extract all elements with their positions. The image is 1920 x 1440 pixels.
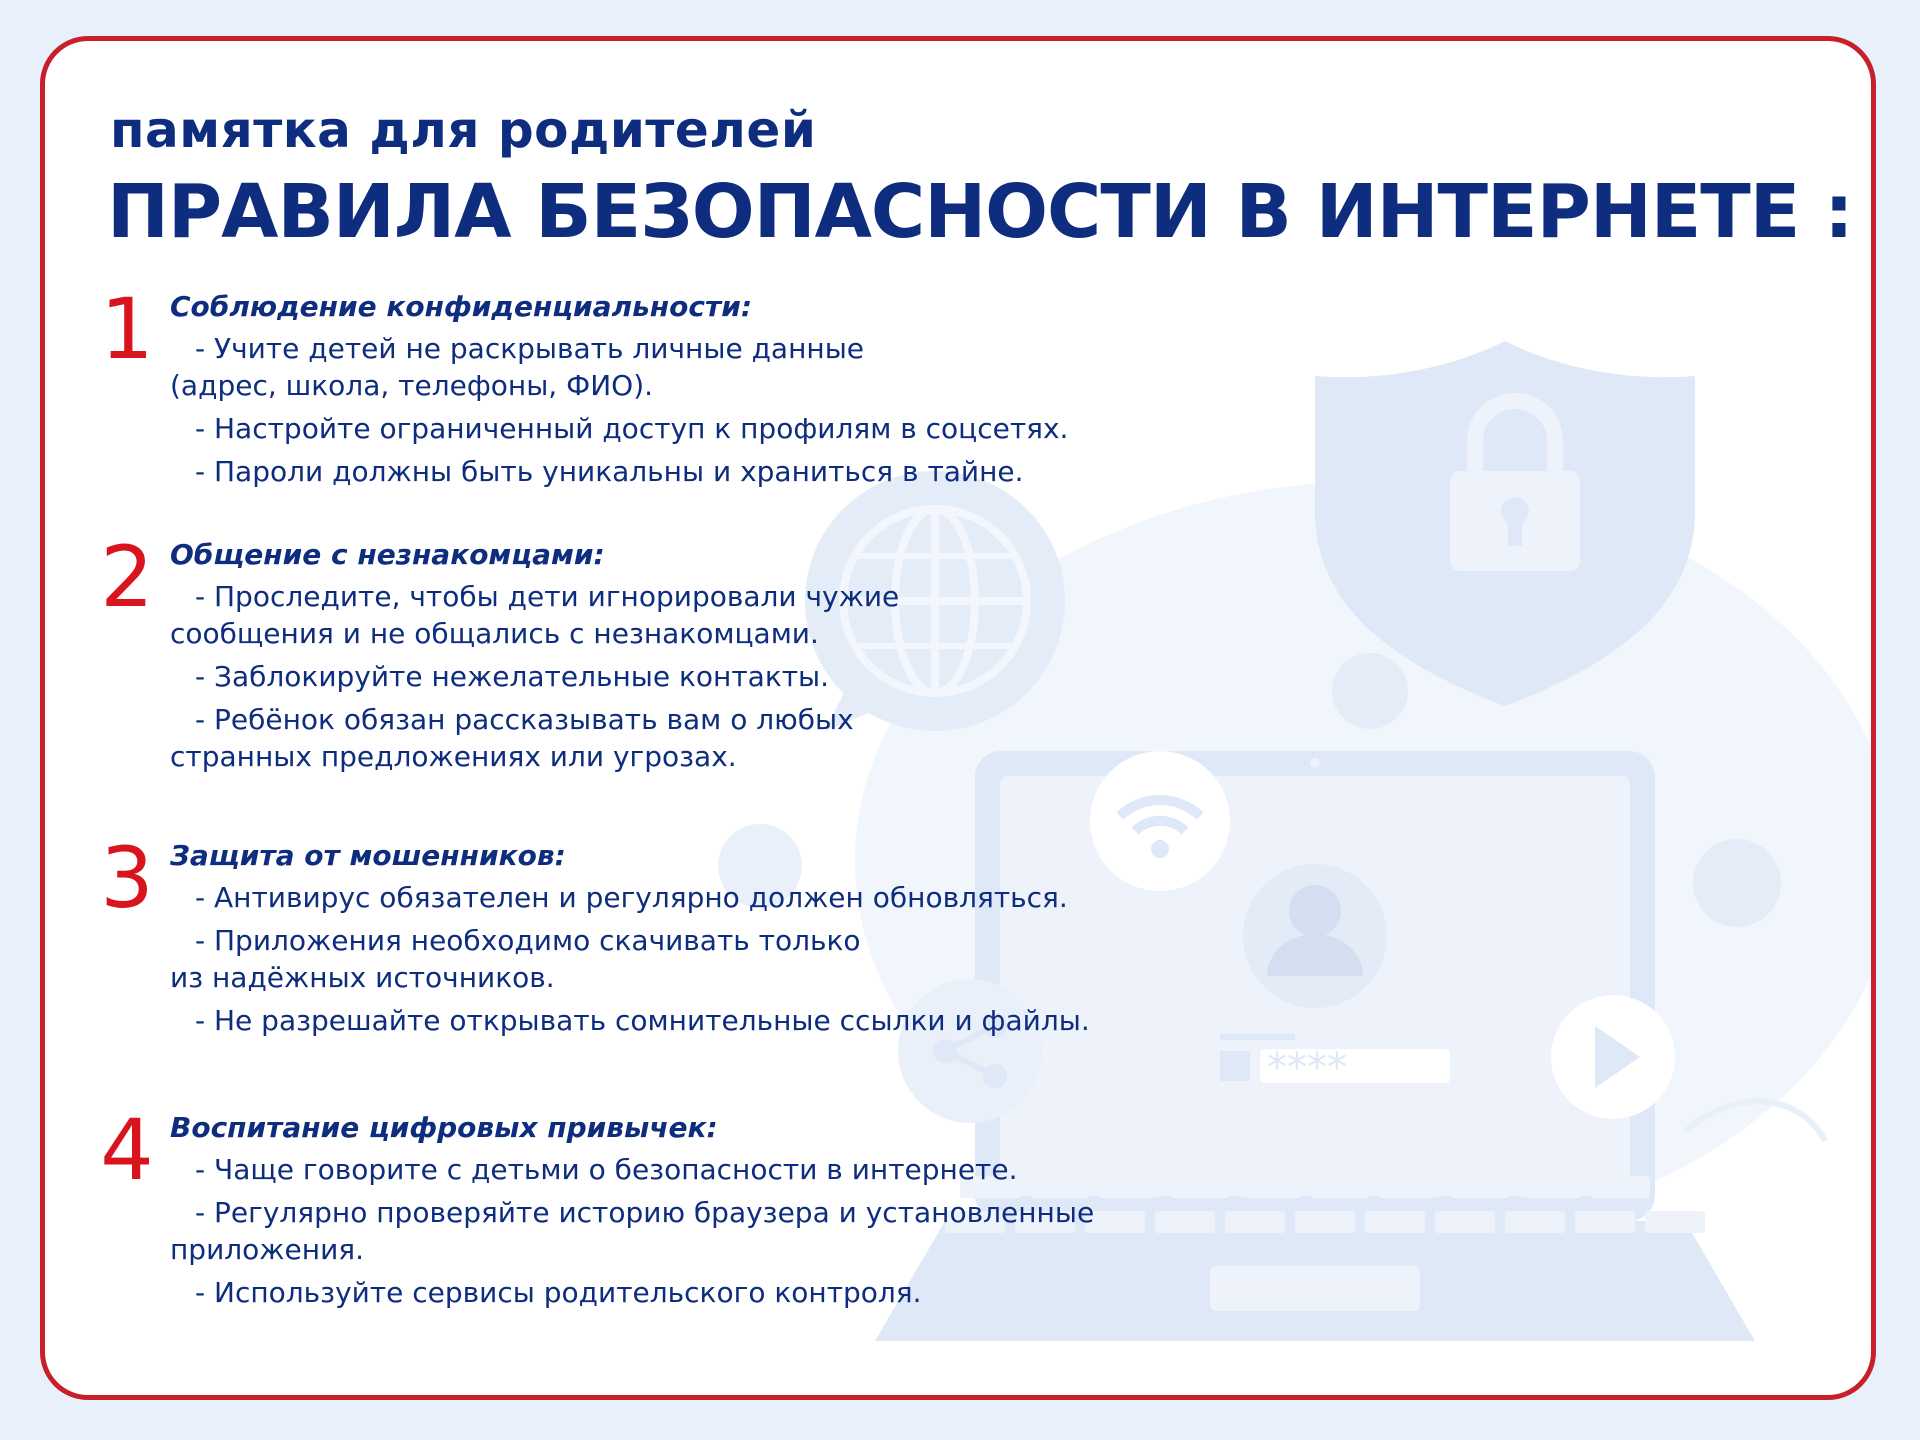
section-number: 3 — [100, 829, 154, 927]
list-item: - Ребёнок обязан рассказывать вам о любых странных предложениях или угрозах. — [170, 703, 854, 773]
list-item: - Используйте сервисы родительского контроля. — [195, 1276, 922, 1309]
list-item: - Заблокируйте нежелательные контакты. — [195, 660, 830, 693]
section-heading: Соблюдение конфиденциальности: — [170, 290, 753, 323]
play-icon — [1551, 995, 1675, 1119]
list-item: - Антивирус обязателен и регулярно должен обновляться. — [195, 881, 1068, 914]
list-item: - Проследите, чтобы дети игнорировали чужие сообщения и не общались с незнакомцами. — [170, 580, 900, 650]
section-number: 4 — [100, 1101, 154, 1199]
list-item: - Настройте ограниченный доступ к профилям в соцсетях. — [195, 412, 1069, 445]
list-item: - Не разрешайте открывать сомнительные ссылки и файлы. — [195, 1004, 1090, 1037]
list-item: - Учите детей не раскрывать личные данные (адрес, школа, телефоны, ФИО). — [170, 332, 865, 402]
gear-icon — [1693, 839, 1781, 927]
list-item: - Чаще говорите с детьми о безопасности в интернете. — [195, 1153, 1018, 1186]
section-heading: Воспитание цифровых привычек: — [170, 1111, 718, 1144]
list-item: - Приложения необходимо скачивать только из надёжных источников. — [170, 924, 861, 994]
memo-card — [40, 36, 1876, 1400]
svg-text:****: **** — [1267, 1045, 1347, 1091]
section-number: 2 — [100, 528, 154, 626]
section-heading: Защита от мошенников: — [170, 839, 566, 872]
page-title: ПРАВИЛА БЕЗОПАСНОСТИ В ИНТЕРНЕТЕ : — [107, 169, 1853, 255]
memo-subtitle: памятка для родителей — [110, 101, 817, 159]
section-number: 1 — [100, 280, 154, 378]
gear-icon — [1332, 653, 1408, 729]
list-item: - Регулярно проверяйте историю браузера и установленные приложения. — [170, 1196, 1095, 1266]
list-item: - Пароли должны быть уникальны и храниться в тайне. — [195, 455, 1024, 488]
section-heading: Общение с незнакомцами: — [170, 538, 605, 571]
